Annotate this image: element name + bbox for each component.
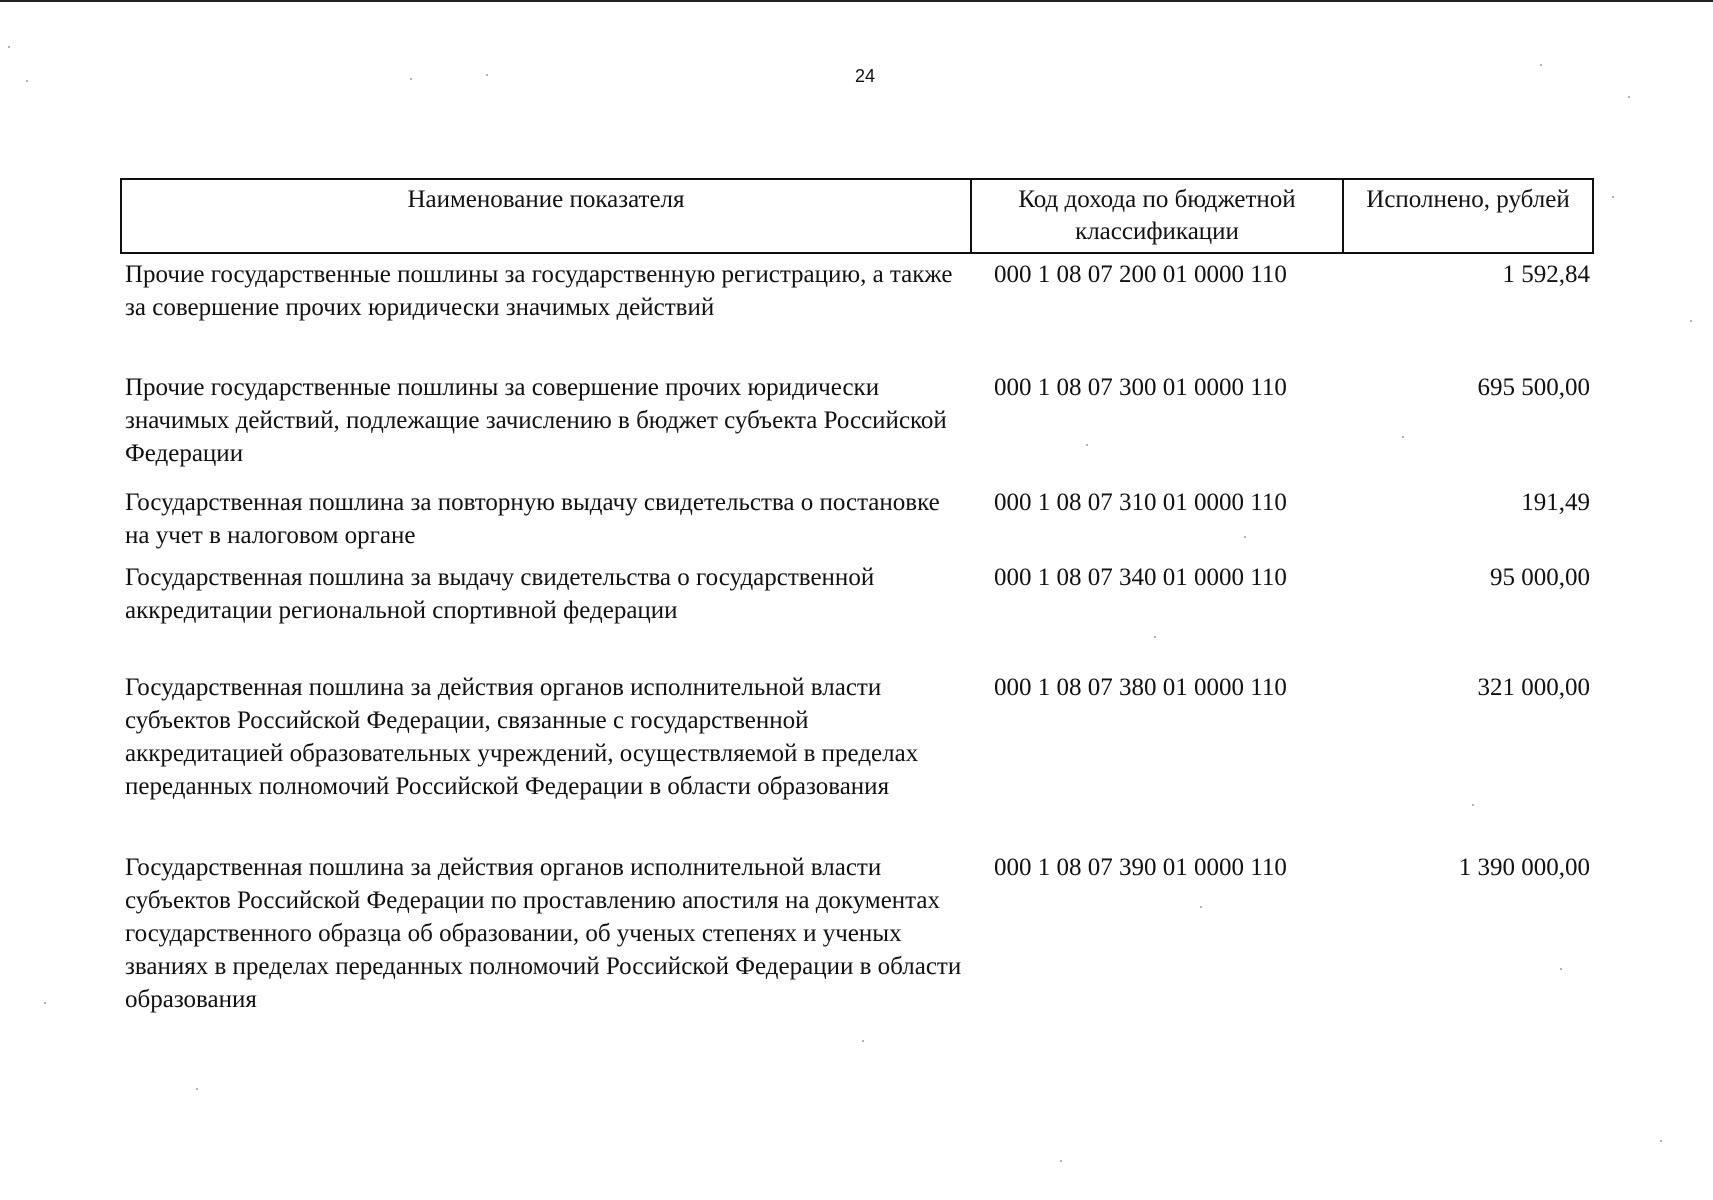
row-code: 000 1 08 07 200 01 0000 110: [994, 261, 1287, 288]
scan-speck: [1200, 906, 1202, 908]
row-name: Государственная пошлина за повторную выдачу свидетельства о постановке на учет в налоговом органе: [125, 489, 940, 549]
scan-speck: [26, 80, 28, 82]
row-name: Государственная пошлина за действия органов исполнительной власти субъектов Российской Федерации, связанные с государственной аккредитацией образовательных учреждений, осуществляемой в пределах переданных полномочий Российской Федерации в области образования: [125, 674, 919, 800]
scan-speck: [486, 74, 488, 76]
row-code: 000 1 08 07 310 01 0000 110: [994, 489, 1287, 516]
row-name: Прочие государственные пошлины за государственную регистрацию, а также за совершение прочих юридически значимых действий: [125, 261, 953, 321]
row-code: 000 1 08 07 340 01 0000 110: [994, 564, 1287, 591]
column-header-amount: Исполнено, рублей: [1366, 186, 1570, 213]
scan-speck: [1612, 196, 1614, 198]
page-top-edge: [0, 0, 1713, 2]
scan-speck: [1244, 536, 1246, 538]
scan-speck: [1086, 444, 1088, 446]
column-header-code: Код дохода по бюджетной классификации: [972, 180, 1344, 252]
row-amount: 321 000,00: [1477, 674, 1590, 701]
row-amount: 191,49: [1521, 489, 1590, 516]
scan-speck: [1660, 1140, 1662, 1142]
scan-speck: [1154, 636, 1156, 638]
scan-speck: [862, 1040, 864, 1042]
scan-speck: [1540, 64, 1542, 66]
row-amount: 695 500,00: [1477, 374, 1590, 401]
scan-speck: [1690, 320, 1692, 322]
row-name: Прочие государственные пошлины за совершение прочих юридически значимых действий, подлежащие зачислению в бюджет субъекта Российской Федерации: [125, 374, 947, 467]
row-code: 000 1 08 07 380 01 0000 110: [994, 674, 1287, 701]
column-header-name: Наименование показателя: [122, 180, 972, 252]
scan-speck: [8, 46, 10, 48]
row-name: Государственная пошлина за выдачу свидетельства о государственной аккредитации региональной спортивной федерации: [125, 564, 875, 624]
row-amount: 95 000,00: [1490, 564, 1590, 591]
scan-speck: [410, 78, 412, 80]
scan-speck: [1402, 436, 1404, 438]
scan-speck: [1628, 96, 1630, 98]
page-number: 24: [854, 66, 876, 86]
scan-speck: [1472, 804, 1474, 806]
row-amount: 1 390 000,00: [1458, 854, 1590, 881]
row-code: 000 1 08 07 390 01 0000 110: [994, 854, 1287, 881]
scan-speck: [1060, 1160, 1062, 1162]
scan-speck: [44, 1002, 46, 1004]
table-header: [120, 178, 1594, 254]
row-amount: 1 592,84: [1502, 261, 1590, 288]
row-code: 000 1 08 07 300 01 0000 110: [994, 374, 1287, 401]
row-name: Государственная пошлина за действия органов исполнительной власти субъектов Российской Федерации по проставлению апостиля на документах государственного образца об образовании, об ученых степенях и ученых званиях в пределах переданных полномочий Российской Федерации в области образования: [125, 854, 962, 1013]
scan-speck: [1560, 968, 1562, 970]
scan-speck: [196, 1088, 198, 1090]
